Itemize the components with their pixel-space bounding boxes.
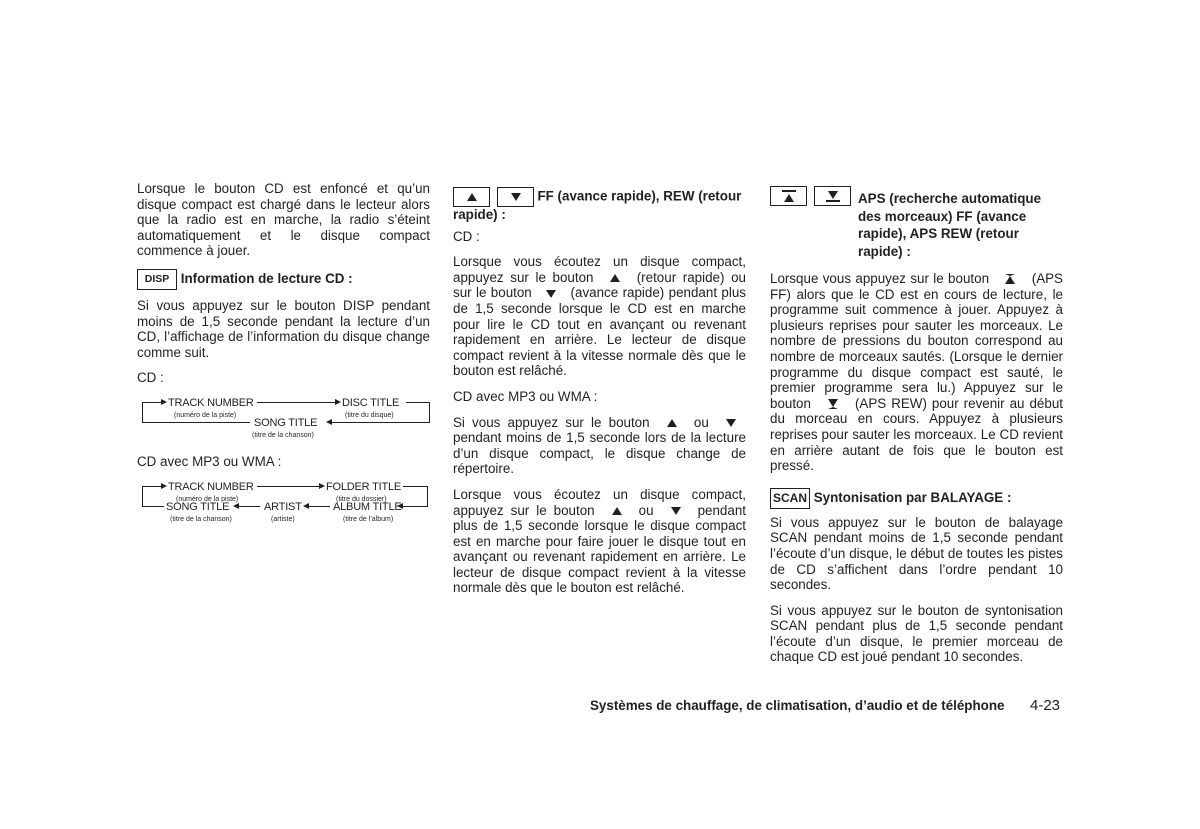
disp-heading: Information de lecture CD : — [180, 271, 353, 287]
mp3-song-title-label: SONG TITLE — [166, 500, 230, 513]
mp3-label: CD avec MP3 ou WMA : — [137, 453, 282, 469]
triangle-down-icon — [546, 290, 556, 298]
aps-paragraph: Lorsque vous appuyez sur le bouton (APS FF) alors que le CD est en cours de lecture, le programme suit commence à jouer. Appuyez à plusieurs reprises pour sauter les morceaux. Le nombre de pressions du bouton correspond au nombre de morceaux sautés. (Lorsque le dernier programme du disque compact est sauté, le premier programme sera lu.) Appuyez sur le bouton (APS REW) pour revenir au début du morceau en cours. Appuyez à plusieurs reprises pour sauter les morceaux. Le CD revient en arrière autant de fois que le bouton est pressé. — [770, 271, 1063, 474]
ff-rew-paragraph-3: Lorsque vous écoutez un disque compact, appuyez sur le bouton ou pendant plus de 1,5 seconde lorsque le disque compact est en marche pour faire jouer le disque tout en avançant ou revenant rapidement en arrière. Le lecteur de disque compact revient à la vitesse normale dès que le bouton est relâché. — [453, 486, 746, 596]
track-number-label: TRACK NUMBER — [168, 396, 254, 409]
column-1 — [137, 181, 430, 524]
aps-rew-icon — [828, 191, 838, 199]
track-number-sub: (numéro de la piste) — [174, 411, 237, 419]
mp3-display-diagram — [137, 480, 430, 524]
cd-display-diagram — [137, 396, 430, 444]
cd-label: CD : — [137, 370, 164, 386]
ff-rew-heading-block — [453, 187, 746, 223]
page-number: 4-23 — [1030, 697, 1061, 714]
triangle-down-icon — [511, 193, 521, 201]
cd-label-2: CD : — [453, 228, 480, 244]
triangle-up-icon — [467, 193, 477, 201]
triangle-down-icon — [671, 507, 681, 515]
triangle-up-icon — [612, 507, 622, 515]
artist-label: ARTIST — [264, 500, 302, 513]
aps-ff-icon — [1005, 274, 1015, 284]
album-title-sub: (titre de l’album) — [343, 515, 394, 523]
rew-button — [453, 187, 490, 207]
disp-key: DISP — [137, 269, 177, 290]
mp3-track-number-sub: (numéro de la piste) — [176, 495, 239, 503]
folder-title-label: FOLDER TITLE — [326, 480, 402, 493]
disp-paragraph: Si vous appuyez sur le bouton DISP pendant moins de 1,5 seconde pendant la lecture d’un CD, l’affichage de l’information du disque change comme suit. — [137, 297, 430, 360]
aps-ff-icon — [784, 194, 794, 202]
ff-button — [497, 187, 534, 207]
aps-rew-icon — [828, 399, 838, 409]
artist-sub: (artiste) — [271, 515, 295, 523]
aps-heading: APS (recherche automatique des morceaux) FF (avance rapide), APS REW (retour rapide) : — [858, 191, 1042, 259]
mp3-song-title-sub: (titre de la chanson) — [170, 515, 232, 523]
aps-heading-block — [770, 186, 1063, 260]
album-title-label: ALBUM TITLE — [333, 500, 402, 513]
scan-heading: Syntonisation par BALAYAGE : — [813, 489, 1012, 505]
song-title-sub: (titre de la chanson) — [252, 431, 314, 439]
disc-title-sub: (titre du disque) — [345, 411, 394, 419]
column-2 — [453, 187, 746, 606]
intro-paragraph: Lorsque le bouton CD est enfoncé et qu’un disque compact est chargé dans le lecteur alors que la radio est en marche, la radio s’éteint automatiquement et le disque compact commence à jouer. — [137, 181, 430, 259]
disc-title-label: DISC TITLE — [342, 396, 400, 409]
mp3-label-2: CD avec MP3 ou WMA : — [453, 388, 598, 404]
triangle-down-icon — [726, 419, 736, 427]
section-footer: Systèmes de chauffage, de climatisation, d’audio et de téléphone — [590, 698, 1005, 713]
triangle-up-icon — [610, 274, 620, 282]
song-title-label: SONG TITLE — [254, 416, 318, 429]
ff-rew-paragraph-2: Si vous appuyez sur le bouton ou pendant moins de 1,5 seconde lors de la lecture d’un disque compact, le disque change de répertoire. — [453, 414, 746, 477]
aps-rew-button — [814, 186, 851, 206]
scan-key: SCAN — [770, 488, 810, 509]
scan-paragraph-1: Si vous appuyez sur le bouton de balayage SCAN pendant moins de 1,5 seconde pendant l’écoute d’un disque, le début de toutes les pistes de CD s’affichent dans l’ordre pendant 10 secondes. — [770, 514, 1063, 593]
column-3 — [770, 186, 1063, 675]
mp3-track-number-label: TRACK NUMBER — [168, 480, 254, 493]
ff-rew-heading: FF (avance rapide), REW (retour rapide) : — [453, 188, 742, 222]
disp-section-heading — [137, 269, 430, 290]
scan-section-heading — [770, 488, 1063, 509]
aps-ff-button — [770, 186, 807, 206]
ff-rew-paragraph-1: Lorsque vous écoutez un disque compact, appuyez sur le bouton (retour rapide) ou sur le bouton (avance rapide) pendant plus de 1,5 seconde lorsque le CD est en marche pour lire le CD tout en avançant ou revenant rapidement en arrière. Le lecteur de disque compact revient à la vitesse normale dès que le bouton est relâché. — [453, 254, 746, 379]
triangle-up-icon — [667, 419, 677, 427]
folder-title-sub: (titre du dossier) — [336, 495, 387, 503]
scan-paragraph-2: Si vous appuyez sur le bouton de syntonisation SCAN pendant plus de 1,5 seconde pendant l’écoute d’un disque, le premier morceau de chaque CD est joué pendant 10 secondes. — [770, 602, 1063, 665]
